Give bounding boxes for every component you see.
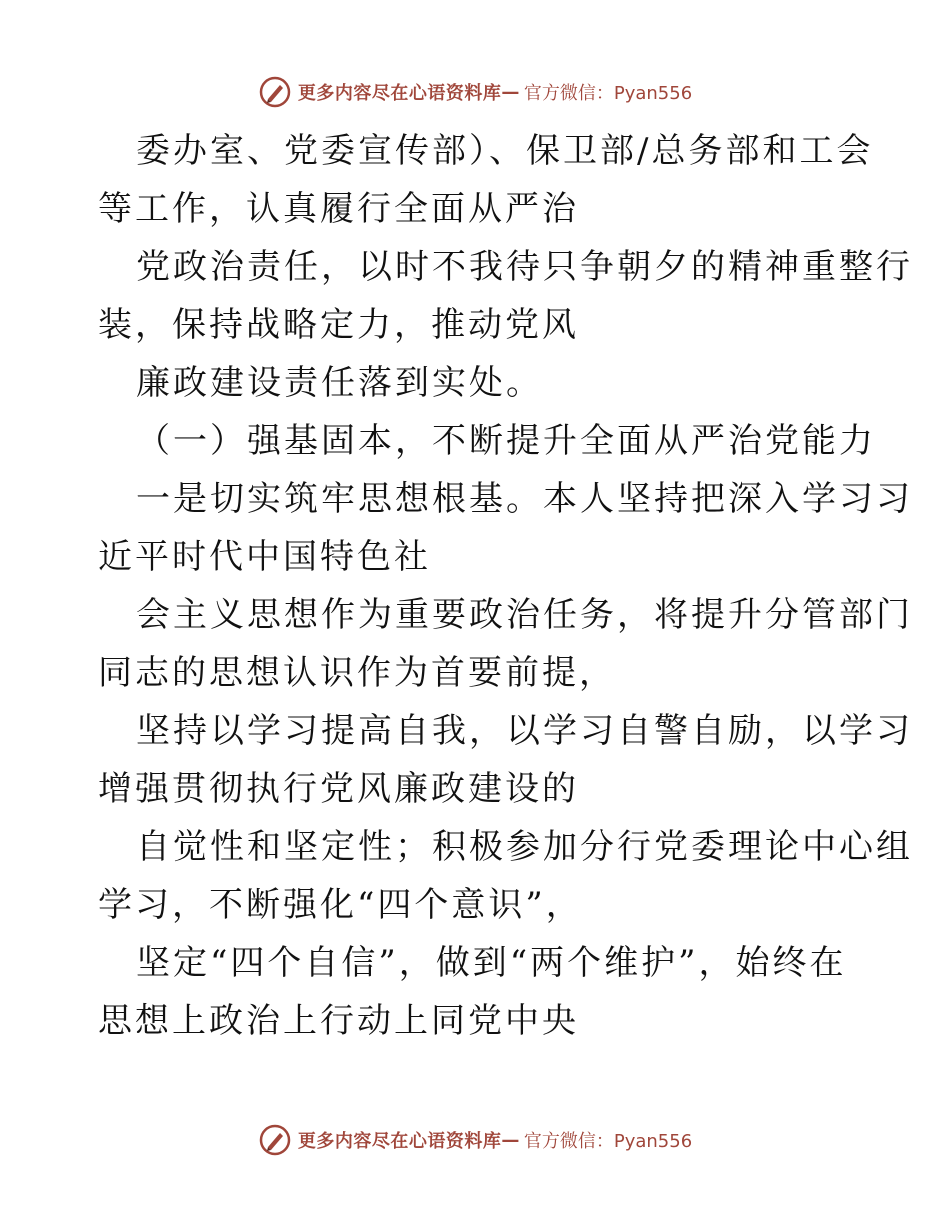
body-line: 近平时代中国特色社	[98, 537, 431, 577]
body-line: 一是切实筑牢思想根基。本人坚持把深入学习习	[136, 479, 913, 519]
body-line: 会主义思想作为重要政治任务，将提升分管部门	[136, 595, 913, 635]
body-line: 坚定“四个自信”，做到“两个维护”，始终在	[136, 943, 847, 983]
watermark-text: 更多内容尽在心语资料库	[297, 83, 502, 104]
body-line: 思想上政治上行动上同党中央	[98, 1001, 579, 1041]
body-line: 增强贯彻执行党风廉政建设的	[98, 769, 579, 809]
footer-watermark	[0, 1120, 950, 1160]
section-heading: （一）强基固本，不断提升全面从严治党能力	[136, 421, 876, 461]
body-line: 学习，不断强化“四个意识”，	[98, 885, 583, 925]
header-watermark	[0, 72, 950, 112]
body-line: 装，保持战略定力，推动党风	[98, 305, 579, 345]
body-line: 廉政建设责任落到实处。	[136, 363, 543, 403]
watermark-separator: —	[501, 1129, 520, 1151]
pen-in-circle-icon	[258, 75, 292, 109]
watermark-separator: —	[501, 81, 520, 103]
watermark-contact: 官方微信：Pyan556	[523, 1131, 693, 1152]
watermark-text: 更多内容尽在心语资料库	[297, 1131, 502, 1152]
document-body	[98, 122, 913, 1050]
body-line: 同志的思想认识作为首要前提，	[98, 653, 616, 693]
watermark-contact: 官方微信：Pyan556	[523, 83, 693, 104]
body-line: 自觉性和坚定性；积极参加分行党委理论中心组	[136, 827, 913, 867]
body-line: 等工作，认真履行全面从严治	[98, 189, 579, 229]
body-line: 坚持以学习提高自我，以学习自警自励，以学习	[136, 711, 913, 751]
body-line: 委办室、党委宣传部）、保卫部/总务部和工会	[136, 131, 874, 171]
body-line: 党政治责任，以时不我待只争朝夕的精神重整行	[136, 247, 913, 287]
pen-in-circle-icon	[258, 1123, 292, 1157]
